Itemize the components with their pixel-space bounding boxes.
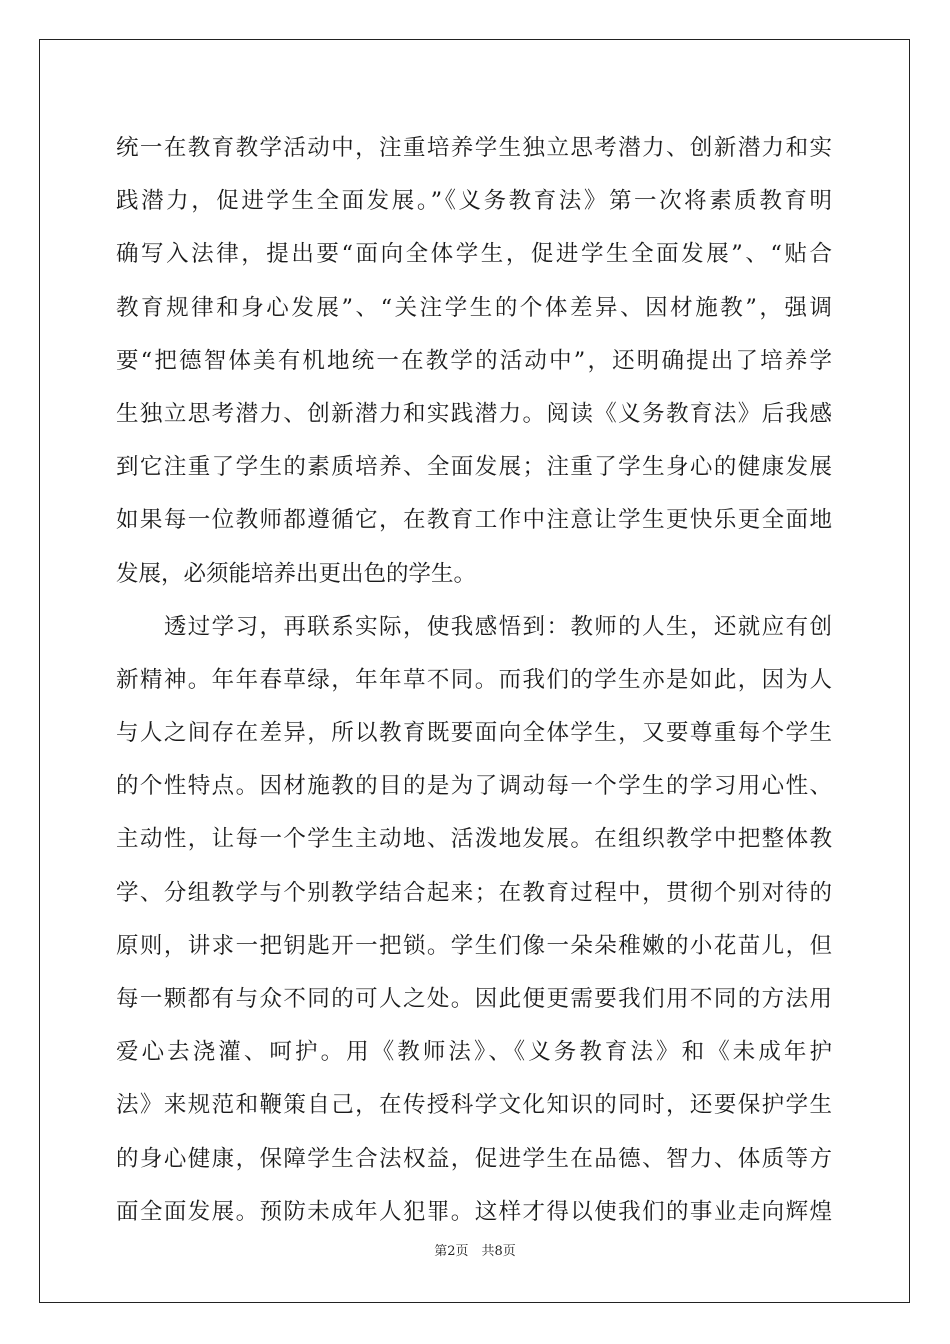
text-line: 发展，必须能培养出更出色的学生。	[116, 560, 477, 587]
text-line: 透过学习，再联系实际，使我感悟到：教师的人生，还就应有创	[116, 613, 832, 640]
document-body	[116, 122, 832, 1239]
text-line: 的个性特点。因材施教的目的是为了调动每一个学生的学习用心性、	[116, 773, 832, 800]
text-line: 面全面发展。预防未成年人犯罪。这样才得以使我们的事业走向辉煌	[116, 1198, 832, 1225]
text-line: 原则，讲求一把钥匙开一把锁。学生们像一朵朵稚嫩的小花苗儿，但	[116, 932, 832, 959]
text-line: 每一颗都有与众不同的可人之处。因此便更需要我们用不同的方法用	[116, 986, 832, 1012]
text-line: 教育规律和身心发展”、“关注学生的个体差异、因材施教”，强调	[116, 294, 832, 321]
text-line: 与人之间存在差异，所以教育既要面向全体学生，又要尊重每个学生	[116, 720, 832, 747]
text-line: 确写入法律，提出要“面向全体学生，促进学生全面发展”、“贴合	[116, 241, 832, 268]
text-line: 爱心去浇灌、呵护。用《教师法》、《义务教育法》和《未成年护	[116, 1039, 832, 1066]
text-line: 要“把德智体美有机地统一在教学的活动中”，还明确提出了培养学	[116, 347, 832, 374]
text-line: 主动性，让每一个学生主动地、活泼地发展。在组织教学中把整体教	[116, 826, 832, 853]
text-line: 的身心健康，保障学生合法权益，促进学生在品德、智力、体质等方	[116, 1145, 832, 1172]
text-line: 如果每一位教师都遵循它，在教育工作中注意让学生更快乐更全面地	[116, 507, 832, 534]
page-number-footer: 第2页 共8页	[434, 1244, 516, 1259]
text-line: 学、分组教学与个别教学结合起来；在教育过程中，贯彻个别对待的	[116, 879, 832, 906]
text-line: 到它注重了学生的素质培养、全面发展；注重了学生身心的健康发展	[116, 454, 832, 481]
text-line: 践潜力，促进学生全面发展。”《义务教育法》第一次将素质教育明	[116, 188, 832, 215]
text-line: 生独立思考潜力、创新潜力和实践潜力。阅读《义务教育法》后我感	[116, 400, 832, 427]
text-line: 法》来规范和鞭策自己，在传授科学文化知识的同时，还要保护学生	[116, 1092, 832, 1119]
text-line: 统一在教育教学活动中，注重培养学生独立思考潜力、创新潜力和实	[116, 135, 832, 161]
text-line: 新精神。年年春草绿，年年草不同。而我们的学生亦是如此，因为人	[116, 666, 832, 693]
